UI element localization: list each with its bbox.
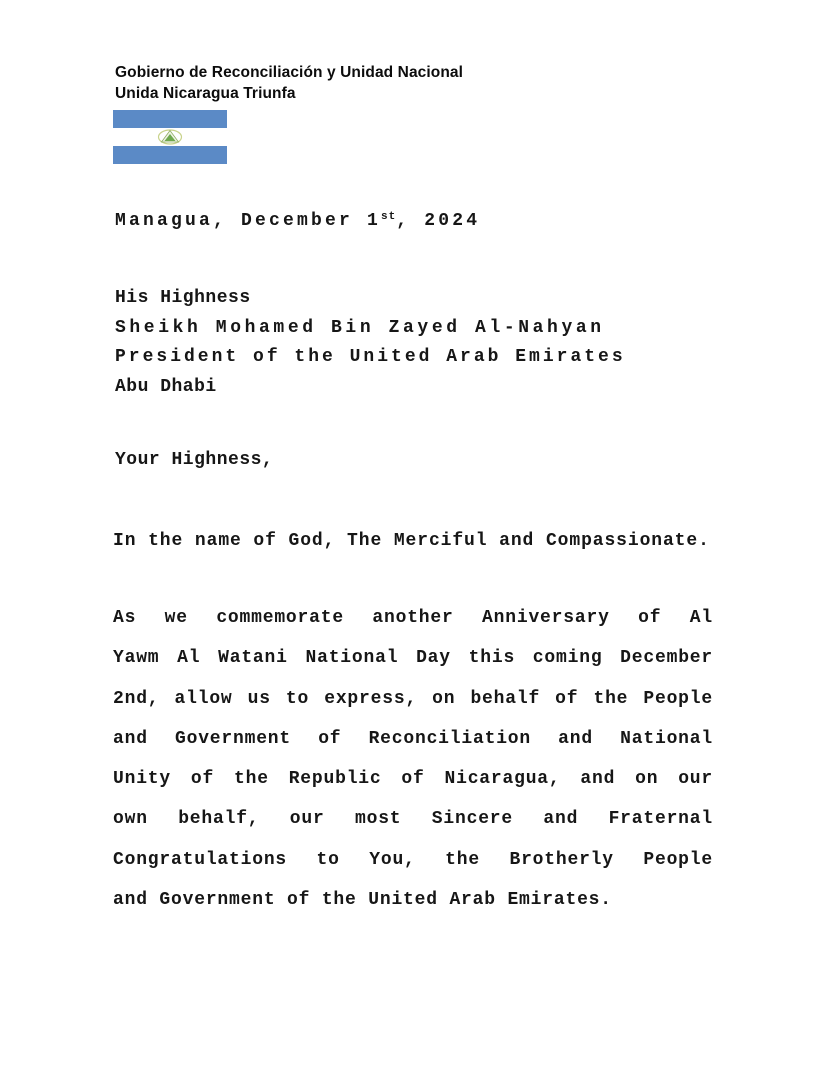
recipient-name: Sheikh Mohamed Bin Zayed Al-Nahyan (115, 317, 605, 338)
letterhead-slogan: Unida Nicaragua Triunfa (115, 85, 296, 102)
body-line: and Government of Reconciliation and National (113, 728, 713, 749)
recipient-title: President of the United Arab Emirates (115, 347, 626, 368)
body-line: and Government of the United Arab Emirates. (113, 890, 612, 911)
body-line: Yawm Al Watani National Day this coming December (113, 648, 713, 669)
letterhead-org-name: Gobierno de Reconciliación y Unidad Nacional (115, 64, 464, 81)
salutation: Your Highness, (115, 450, 274, 470)
dateline-ordinal: st (381, 211, 397, 223)
recipient-city: Abu Dhabi (115, 376, 217, 397)
body-line: own behalf, our most Sincere and Fraternal (113, 809, 713, 830)
body-paragraph (113, 598, 713, 920)
body-line: As we commemorate another Anniversary of Al (113, 608, 713, 628)
dateline-text: Managua, December 1 (115, 211, 382, 231)
letterhead (115, 62, 463, 104)
dateline-year: , 2024 (396, 211, 481, 231)
body-line: Congratulations to You, the Brotherly People (113, 849, 713, 870)
nicaragua-flag-icon (113, 110, 227, 164)
body-line: 2nd, allow us to express, on behalf of the People (113, 688, 713, 709)
invocation: In the name of God, The Merciful and Compassionate. (113, 531, 710, 551)
recipient-block (115, 284, 626, 402)
dateline (115, 203, 480, 235)
recipient-honorific: His Highness (115, 288, 251, 308)
body-line: Unity of the Republic of Nicaragua, and on our (113, 769, 713, 790)
